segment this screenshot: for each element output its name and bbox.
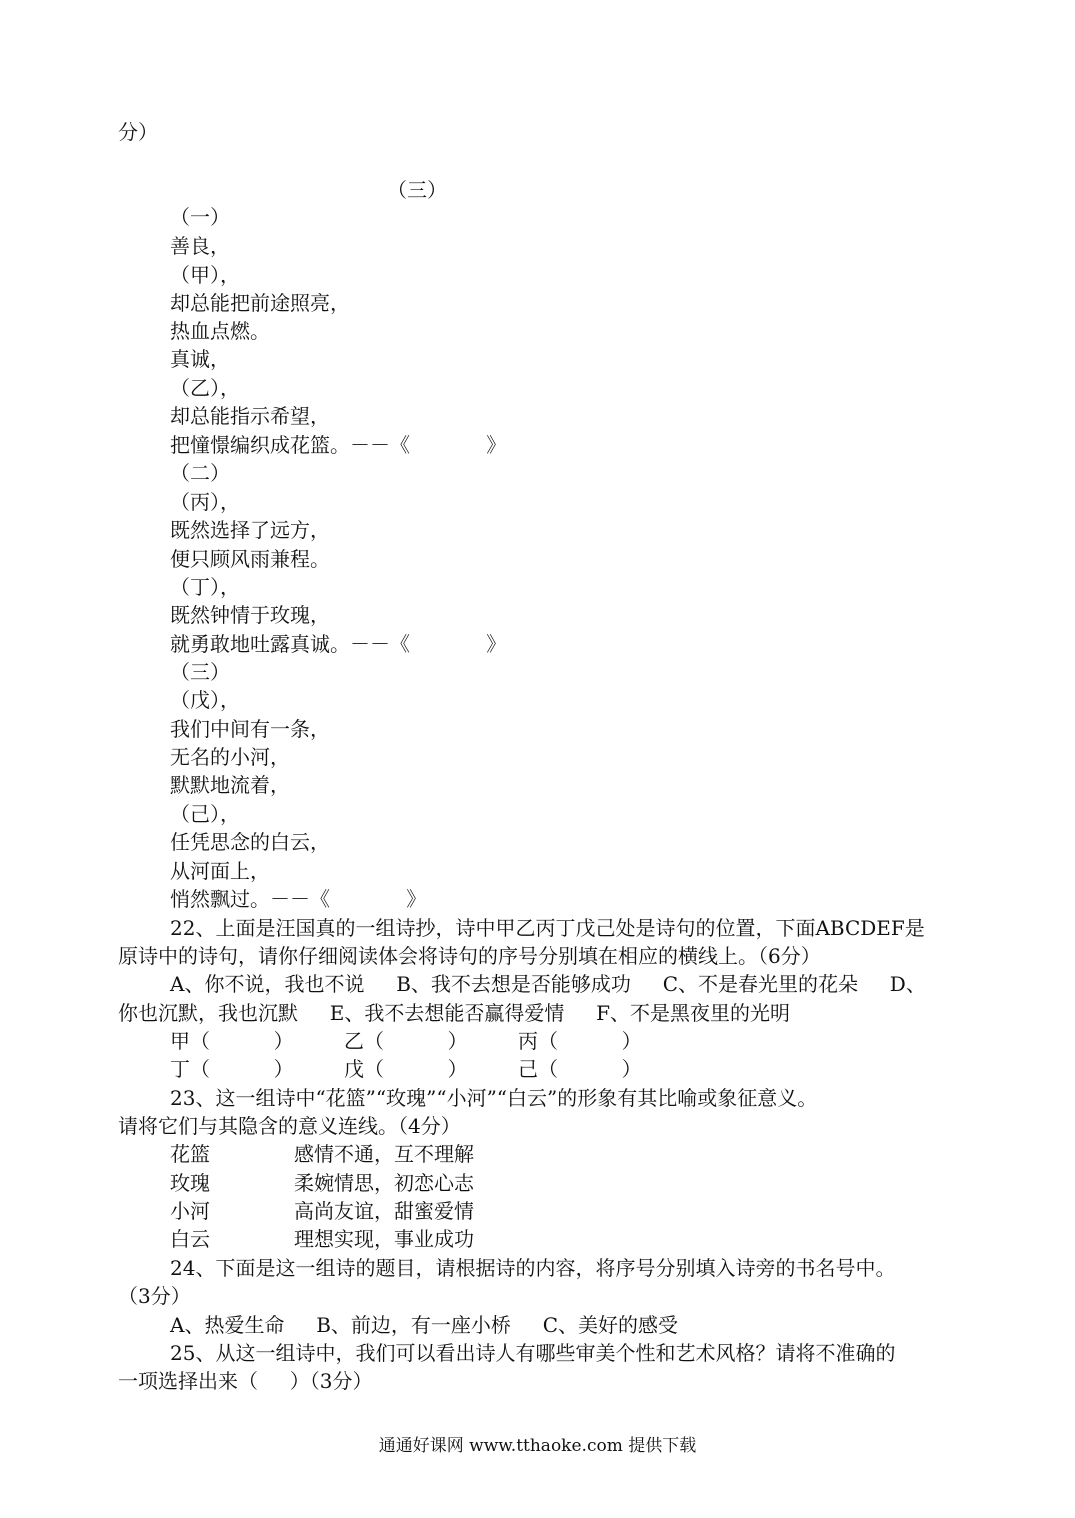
poem3-line: （己）， bbox=[170, 802, 240, 826]
poem1-line: 却总能把前途照亮， bbox=[170, 291, 350, 315]
poem3-line: 从河面上， bbox=[170, 859, 270, 883]
q22-answer-blank[interactable]: 甲（ ） bbox=[170, 1029, 294, 1053]
poem2-line: 既然选择了远方， bbox=[170, 518, 330, 542]
q22-answer-blank[interactable]: 丁（ ） bbox=[170, 1057, 294, 1081]
q22-options-cont: 你也沉默，我也沉默 E、我不去想能否赢得爱情 F、不是黑夜里的光明 bbox=[118, 1001, 791, 1025]
poem1-line: 善良， bbox=[170, 234, 230, 258]
poem1-line: 真诚， bbox=[170, 347, 230, 371]
q22-answer-blank[interactable]: 己（ ） bbox=[518, 1057, 642, 1081]
q23-meaning: 感情不通，互不理解 bbox=[294, 1142, 474, 1166]
q24-prompt-cont: （3分） bbox=[118, 1284, 191, 1308]
q22-prompt: 22、上面是汪国真的一组诗抄，诗中甲乙丙丁戊己处是诗句的位置，下面ABCDEF是 bbox=[170, 916, 925, 940]
q22-answer-blank[interactable]: 戊（ ） bbox=[344, 1057, 468, 1081]
poem3-last-line: 悄然飘过。－－《 》 bbox=[170, 887, 427, 911]
q22-prompt-cont: 原诗中的诗句，请你仔细阅读体会将诗句的序号分别填在相应的横线上。（6分） bbox=[118, 944, 821, 968]
poem1-number: （一） bbox=[170, 205, 230, 229]
poem1-line: 却总能指示希望， bbox=[170, 404, 330, 428]
q23-term: 白云 bbox=[170, 1227, 210, 1251]
poem2-line: 既然钟情于玫瑰， bbox=[170, 603, 330, 627]
poem1-line: （甲）， bbox=[170, 263, 240, 287]
poem1-last-line: 把憧憬编织成花篮。－－《 》 bbox=[170, 433, 507, 457]
q23-term: 小河 bbox=[170, 1199, 210, 1223]
q23-prompt-cont: 请将它们与其隐含的意义连线。（4分） bbox=[118, 1114, 461, 1138]
q24-options: A、热爱生命 B、前边，有一座小桥 C、美好的感受 bbox=[170, 1313, 679, 1337]
q23-term: 花篮 bbox=[170, 1142, 210, 1166]
q22-options: A、你不说，我也不说 B、我不去想是否能够成功 C、不是春光里的花朵 D、 bbox=[170, 972, 926, 996]
poem2-last-line: 就勇敢地吐露真诚。－－《 》 bbox=[170, 632, 507, 656]
poem2-number: （二） bbox=[170, 461, 230, 485]
q23-meaning: 高尚友谊，甜蜜爱情 bbox=[294, 1199, 474, 1223]
section-title: （三） bbox=[387, 178, 447, 202]
q25-prompt-cont: 一项选择出来（ ）（3分） bbox=[118, 1369, 373, 1393]
poem2-line: （丙）， bbox=[170, 490, 240, 514]
poem3-line: （戊）， bbox=[170, 688, 240, 712]
q24-prompt: 24、下面是这一组诗的题目，请根据诗的内容，将序号分别填入诗旁的书名号中。 bbox=[170, 1256, 896, 1280]
poem3-line: 无名的小河， bbox=[170, 745, 290, 769]
page-footer: 通通好课网 www.tthaoke.com 提供下载 bbox=[378, 1436, 697, 1456]
q22-answer-blank[interactable]: 乙（ ） bbox=[344, 1029, 468, 1053]
q23-meaning: 柔婉情思，初恋心志 bbox=[294, 1171, 474, 1195]
previous-question-tail: 分） bbox=[118, 120, 158, 144]
q23-meaning: 理想实现，事业成功 bbox=[294, 1227, 474, 1251]
poem1-line: （乙）， bbox=[170, 376, 240, 400]
poem3-line: 默默地流着， bbox=[170, 773, 290, 797]
poem2-line: （丁）， bbox=[170, 575, 240, 599]
poem2-line: 便只顾风雨兼程。 bbox=[170, 547, 330, 571]
q23-term: 玫瑰 bbox=[170, 1171, 210, 1195]
poem3-number: （三） bbox=[170, 660, 230, 684]
poem3-line: 任凭思念的白云， bbox=[170, 830, 330, 854]
poem3-line: 我们中间有一条， bbox=[170, 717, 330, 741]
poem1-line: 热血点燃。 bbox=[170, 319, 270, 343]
q25-prompt: 25、从这一组诗中，我们可以看出诗人有哪些审美个性和艺术风格？请将不准确的 bbox=[170, 1341, 896, 1365]
q22-answer-blank[interactable]: 丙（ ） bbox=[518, 1029, 642, 1053]
q23-prompt: 23、这一组诗中“花篮”“玫瑰”“小河”“白云”的形象有其比喻或象征意义。 bbox=[170, 1086, 818, 1110]
